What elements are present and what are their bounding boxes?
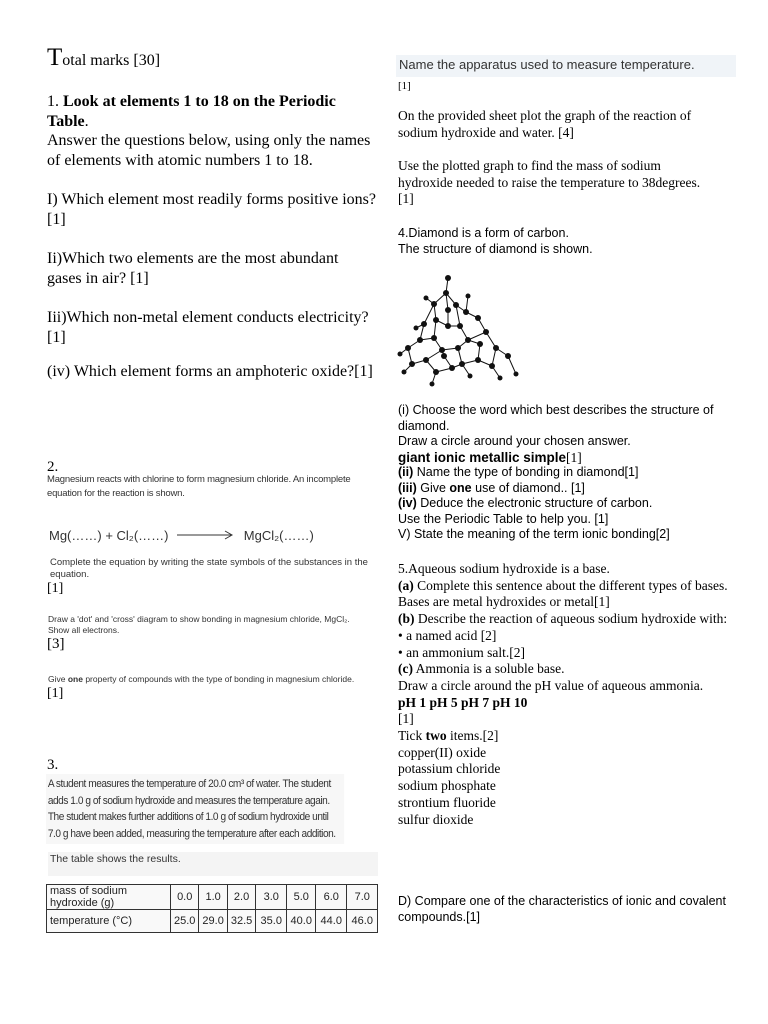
q2-mark-1b: [1] [47, 686, 64, 701]
q5-ph-options: pH 1 pH 5 pH 7 pH 10 [398, 694, 528, 710]
list-item[interactable]: sulfur dioxide [398, 811, 474, 827]
results-table [46, 884, 378, 933]
table-cell: 25.0 [171, 910, 199, 933]
q2-give-post: property of compounds with the type of bonding in magnesium chloride. [82, 674, 355, 684]
list-item[interactable]: sodium phosphate [398, 778, 496, 794]
q1-title-end: . [84, 112, 89, 130]
q5-ph-mark: [1] [398, 711, 414, 727]
table-cell: 5.0 [287, 885, 316, 910]
q4-line-2: The structure of diamond is shown. [398, 242, 593, 256]
table-cell: 29.0 [199, 910, 227, 933]
table-row-mass [47, 885, 378, 910]
results-table-wrapper [46, 884, 378, 933]
q4-use-periodic-table: Use the Periodic Table to help you. [1] [398, 511, 609, 526]
q1-intro: Answer the questions below, using only the names of elements with atomic numbers 1 to 18. [47, 132, 371, 169]
q5-part-a [398, 578, 728, 595]
q4-intro [398, 225, 728, 257]
q5-c-label: (c) [398, 661, 413, 677]
q1-title: Look at elements 1 to 18 on the Periodic Table [47, 93, 336, 130]
q4-part-iv [398, 496, 728, 512]
table-cell: 40.0 [287, 910, 316, 933]
q5-a-text: Complete this sentence about the different types of bases. [413, 577, 728, 593]
q5-a-label: (a) [398, 577, 414, 593]
table-cell: 7.0 [347, 885, 378, 910]
list-item[interactable]: copper(II) oxide [398, 744, 487, 760]
q4-iv-text: Deduce the electronic structure of carbon. [416, 496, 653, 510]
q2-mark-1: [1] [47, 581, 64, 596]
q5-bullet-acid: • a named acid [2] [398, 627, 497, 643]
table-cell: 6.0 [316, 885, 347, 910]
q5-b-text: Describe the reaction of aqueous sodium hydroxide with: [414, 611, 728, 627]
table-cell: 35.0 [256, 910, 287, 933]
q1-title-block [47, 92, 377, 131]
q1-number: 1. [47, 93, 59, 110]
q4-draw-circle: Draw a circle around your chosen answer. [398, 434, 631, 448]
q2-mark-3: [3] [47, 636, 65, 652]
q5-intro: 5.Aqueous sodium hydroxide is a base. [398, 561, 610, 576]
q2-give-bold: one [67, 674, 83, 684]
apparatus-mark: [1] [398, 80, 411, 92]
q4-ii-label: (ii) [398, 465, 414, 479]
q5-c-text: Ammonia is a soluble base. [412, 661, 565, 677]
q1-part-ii: Ii)Which two elements are the most abundant gases in air? [1] [47, 250, 339, 287]
q3-number: 3. [47, 757, 59, 773]
q2-equation-left: Mg(……) + Cl₂(……) [49, 528, 169, 543]
q5-part-d: D) Compare one of the characteristics of ionic and covalent compounds.[1] [398, 894, 726, 924]
table-cell: 2.0 [227, 885, 255, 910]
q2-equation-right: MgCl₂(……) [243, 528, 314, 543]
total-marks-initial: T [47, 44, 63, 71]
q3-intro: A student measures the temperature of 20.0 cm³ of water. The student adds 1.0 g of sodium hydroxide and measures the temperature again. The student makes further additions of 1.0 g of sodium hydroxide until 7.0 g have been added, measuring the temperature after each addition. [46, 774, 344, 844]
reaction-arrow-icon [175, 530, 237, 540]
q4-line-1: 4.Diamond is a form of carbon. [398, 226, 569, 240]
q5-tick-bold: two [425, 728, 447, 744]
q4-part-i: (i) Choose the word which best describes the structure of diamond. [398, 403, 714, 433]
q2-give-pre: Give [48, 674, 68, 684]
table-cell: 44.0 [316, 910, 347, 933]
q4-iii-label: (iii) [398, 480, 417, 495]
q5-part-b [398, 611, 728, 628]
table-cell: 0.0 [171, 885, 199, 910]
q4-iv-label: (iv) [398, 496, 417, 510]
q2-intro: Magnesium reacts with chlorine to form magnesium chloride. An incomplete equation for the reaction is shown. [47, 474, 351, 499]
q4-structure-options: giant ionic metallic simple [398, 449, 567, 465]
question-5 [398, 561, 728, 828]
q1-part-iii: Iii)Which non-metal element conducts electricity?[1] [47, 309, 369, 346]
q5-tick-post: items.[2] [446, 728, 499, 744]
q4-options-mark: [1] [566, 449, 582, 465]
table-cell: 46.0 [347, 910, 378, 933]
q5-item-list [398, 745, 728, 829]
table-cell: 1.0 [199, 885, 227, 910]
q4-iii-pre: Give [416, 480, 450, 495]
diamond-structure-diagram [396, 268, 521, 393]
q2-dot-cross-instruction: Draw a 'dot' and 'cross' diagram to show bonding in magnesium chloride, MgCl₂. Show all electrons. [48, 614, 350, 635]
q2-complete-instruction: Complete the equation by writing the state symbols of the substances in the equation. [50, 557, 368, 580]
q1-part-iv: (iv) Which element forms an amphoteric oxide?[1] [47, 363, 373, 380]
q4-iii-one: one [449, 480, 472, 495]
row-header-mass: mass of sodium hydroxide (g) [47, 885, 171, 910]
q4-iii-post: use of diamond.. [1] [471, 480, 585, 495]
row-header-temperature: temperature (°C) [47, 910, 171, 933]
use-graph-question: Use the plotted graph to find the mass of sodium hydroxide needed to raise the temperature to 38degrees. [1] [398, 158, 701, 206]
q4-options-line [398, 450, 728, 466]
q5-a-sentence: Bases are metal hydroxides or metal[1] [398, 594, 610, 610]
list-item[interactable]: potassium chloride [398, 761, 501, 777]
q5-part-c [398, 661, 728, 678]
total-marks-text: otal marks [30] [62, 52, 161, 69]
q4-part-v: V) State the meaning of the term ionic bonding[2] [398, 527, 670, 541]
q3-table-caption: The table shows the results. [48, 852, 378, 876]
list-item[interactable]: strontium fluoride [398, 794, 496, 810]
q4-part-ii [398, 465, 728, 481]
table-cell: 32.5 [227, 910, 255, 933]
q5-c-draw: Draw a circle around the pH value of aqueous ammonia. [398, 677, 704, 693]
table-cell: 3.0 [256, 885, 287, 910]
q4-part-iii [398, 481, 728, 497]
q4-questions [398, 403, 728, 543]
total-marks-heading [47, 44, 160, 72]
q5-tick-instruction [398, 728, 728, 745]
apparatus-question: Name the apparatus used to measure temperature. [396, 55, 736, 77]
q5-bullet-ammonium: • an ammonium salt.[2] [398, 644, 525, 660]
q2-number: 2. [47, 459, 59, 475]
q5-tick-pre: Tick [398, 728, 426, 744]
q4-ii-text: Name the type of bonding in diamond[1] [413, 465, 639, 479]
plot-graph-instruction: On the provided sheet plot the graph of the reaction of sodium hydroxide and water. [4] [398, 108, 692, 140]
q2-give-property [48, 674, 373, 684]
q1-part-i: I) Which element most readily forms positive ions? [1] [47, 191, 376, 228]
q5-b-label: (b) [398, 611, 415, 627]
q2-equation [49, 528, 314, 543]
table-row-temperature [47, 910, 378, 933]
question-1 [47, 92, 377, 382]
